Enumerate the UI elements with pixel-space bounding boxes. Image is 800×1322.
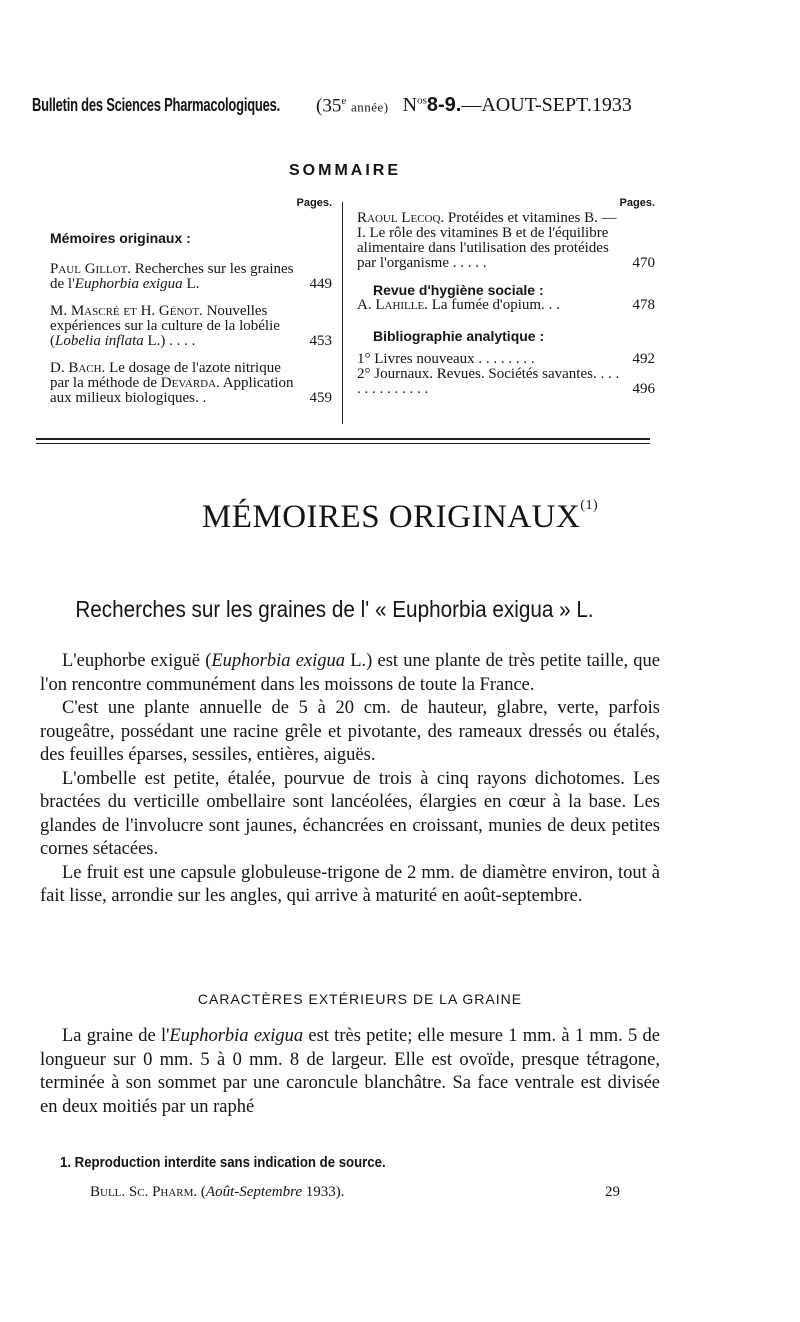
sommaire-left-column <box>50 196 332 406</box>
footnote: 1. Reproduction interdite sans indication de source. <box>60 1154 386 1171</box>
section-heading: MÉMOIRES ORIGINAUX$^{(1)}$ <box>201 498 599 535</box>
toc-page: 459 <box>309 390 332 406</box>
separator-rule <box>36 438 650 440</box>
separator-rule <box>36 443 650 444</box>
paragraph: La graine de l'Euphorbia exigua est très petite; elle mesure 1 mm. à 1 mm. 5 de longueur sur 0 mm. 5 à 0 mm. 8 de largeur. Elle est ovoïde, presque tétragone, terminée à son sommet par une caroncule blanchâtre. Sa face ventrale est divisée en deux moitiés par un raphé <box>40 1026 660 1117</box>
column-divider <box>342 202 343 424</box>
section-bibliographie: Bibliographie analytique : <box>373 328 545 344</box>
year-label: (35e année) <box>316 94 389 116</box>
running-header <box>32 94 668 117</box>
toc-page: 449 <box>309 276 332 292</box>
toc-entry-bach: D. Bach. Le dosage de l'azote nitrique par la méthode de Devarda. Application aux milieux biologiques. . 459 <box>50 360 332 406</box>
article-body <box>40 650 660 909</box>
article-body-continued <box>40 1025 660 1119</box>
section-hygiene: Revue d'hygiène sociale : <box>373 282 544 298</box>
issue-label: $N^{os}8-9.—AOUT-SEPT.1933$ <box>402 94 632 116</box>
footnote-ref: (1) <box>580 498 599 513</box>
pages-label: Pages. <box>296 197 332 209</box>
toc-page: 478 <box>632 297 655 313</box>
toc-entry-gillot: Paul Gillot. Recherches sur les graines de l'Euphorbia exigua L. 449 <box>50 261 332 292</box>
toc-entry-lecoq: Raoul Lecoq. Protéides et vitamines B. — I. Le rôle des vitamines B et de l'équilibre alimentaire dans l'utilisation des protéides par l'organisme . . . . . 470 <box>357 210 655 271</box>
toc-entry-mascre: M. Mascré et H. Génot. Nouvelles expériences sur la culture de la lobélie (Lobelia inflata L.) . . . . 453 <box>50 303 332 349</box>
journal-title: Bulletin des Sciences Pharmacologiques. <box>32 95 280 115</box>
page-footer <box>90 1184 620 1201</box>
paragraph: L'ombelle est petite, étalée, pourvue de trois à cinq rayons dichotomes. Les bractées du verticille ombellaire sont lancéolées, élargies en cœur à la base. Les glandes de l'involucre sont jaunes, échancrées en croissant, munies de deux petites cornes sétacées. <box>40 768 660 859</box>
paragraph: Le fruit est une capsule globuleuse-trigone de 2 mm. de diamètre environ, tout à fait lisse, arrondie sur les angles, qui arrive à maturité en août-septembre. <box>40 862 660 906</box>
toc-page: 453 <box>309 333 332 349</box>
article-title: Recherches sur les graines de l' « Euphorbia exigua » L. <box>75 596 594 622</box>
toc-entry-lahille: A. Lahille. La fumée d'opium. . . 478 <box>357 297 655 313</box>
toc-page: 492 <box>632 351 655 367</box>
toc-entry-journaux: 2° Journaux. Revues. Sociétés savantes. . . . . . . . . . . . . . 496 <box>357 366 655 397</box>
toc-page: 496 <box>632 381 655 397</box>
toc-entry-livres: 1° Livres nouveaux . . . . . . . . 492 <box>357 351 655 367</box>
sommaire-title: SOMMAIRE <box>289 162 401 179</box>
subheading: CARACTÈRES EXTÉRIEURS DE LA GRAINE <box>197 991 523 1007</box>
paragraph: L'euphorbe exiguë (Euphorbia exigua L.) est une plante de très petite taille, que l'on rencontre communément dans les moissons de toute la France. <box>40 651 661 695</box>
pages-label: Pages. <box>619 197 655 209</box>
sommaire-right-column <box>357 196 655 397</box>
page-number: 29 <box>605 1184 620 1200</box>
paragraph: C'est une plante annuelle de 5 à 20 cm. de hauteur, glabre, verte, parfois rougeâtre, possédant une racine grêle et pivotante, des rameaux dressés ou étalés, des feuilles éparses, sessiles, entières, aiguës. <box>40 698 660 765</box>
citation: Bull. Sc. Pharm. (Août-Septembre 1933). <box>90 1184 345 1200</box>
toc-page: 470 <box>632 255 655 271</box>
section-memoires: Mémoires originaux : <box>50 230 191 246</box>
